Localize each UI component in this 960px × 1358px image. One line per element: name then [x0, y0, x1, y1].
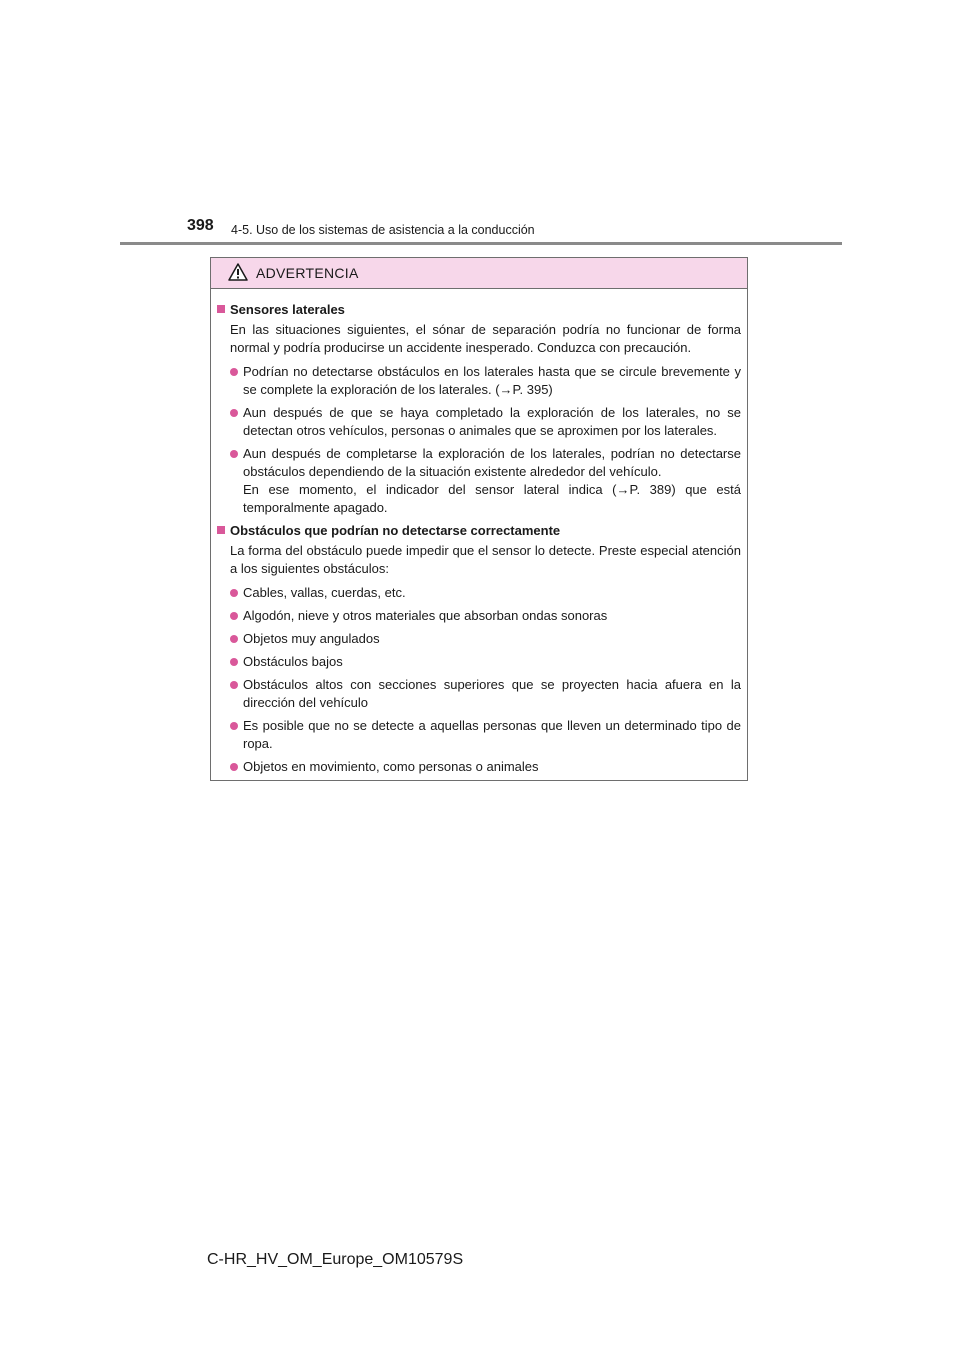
list-item-line: Objetos muy angulados: [243, 631, 380, 646]
list-item: [217, 404, 741, 440]
round-bullet-icon: [230, 635, 238, 643]
warning-body: [211, 289, 747, 776]
list-item-line: Cables, vallas, cuerdas, etc.: [243, 585, 406, 600]
section-intro: En las situaciones siguientes, el sónar de separación podría no funcionar de forma normal y podría producirse un accidente inesperado. Conduzca con precaución.: [230, 322, 741, 355]
list-item-line: Objetos en movimiento, como personas o animales: [243, 759, 539, 774]
list-item-text: [243, 717, 741, 753]
round-bullet-icon: [230, 368, 238, 376]
list-item-text: [243, 676, 741, 712]
list-item-text: [243, 445, 741, 517]
list-item: [217, 758, 741, 776]
section-heading: [217, 522, 741, 540]
list-item: [217, 363, 741, 399]
list-item-text: [243, 607, 741, 625]
list-item-line: Es posible que no se detecte a aquellas personas que lleven un determinado tipo de ropa.: [243, 718, 741, 751]
list-item-text: [243, 363, 741, 399]
square-bullet-icon: [217, 526, 225, 534]
list-item-line: En ese momento, el indicador del sensor lateral indica (→P. 389) que está temporalmente apagado.: [243, 482, 741, 515]
section-heading-text: Obstáculos que podrían no detectarse correctamente: [230, 523, 561, 538]
list-item: [217, 676, 741, 712]
list-item-line: Algodón, nieve y otros materiales que absorban ondas sonoras: [243, 608, 608, 623]
list-item: [217, 607, 741, 625]
warning-header: [211, 258, 747, 289]
round-bullet-icon: [230, 409, 238, 417]
page-number: 398: [187, 217, 214, 234]
round-bullet-icon: [230, 450, 238, 458]
list-item-line: Obstáculos bajos: [243, 654, 343, 669]
square-bullet-icon: [217, 305, 225, 313]
list-item-text: [243, 758, 741, 776]
warning-triangle-icon: [228, 263, 248, 281]
list-item: [217, 717, 741, 753]
round-bullet-icon: [230, 763, 238, 771]
list-item-line: Aun después de que se haya completado la exploración de los laterales, no se detectan otros vehículos, personas o animales que se aproximen por los laterales.: [243, 405, 741, 438]
list-item-text: [243, 584, 741, 602]
list-item-text: [243, 653, 741, 671]
list-item-line: Aun después de completarse la exploración de los laterales, podrían no detectarse obstáculos dependiendo de la situación existente alrededor del vehículo.: [243, 446, 741, 479]
document-code: C-HR_HV_OM_Europe_OM10579S: [207, 1251, 464, 1268]
warning-title: ADVERTENCIA: [256, 265, 359, 281]
list-item-line: Obstáculos altos con secciones superiores que se proyecten hacia afuera en la dirección del vehículo: [243, 677, 741, 710]
list-item: [217, 445, 741, 517]
round-bullet-icon: [230, 722, 238, 730]
list-item: [217, 630, 741, 648]
round-bullet-icon: [230, 681, 238, 689]
list-item: [217, 653, 741, 671]
list-item-text: [243, 630, 741, 648]
warning-box: [210, 257, 748, 781]
section-intro: La forma del obstáculo puede impedir que el sensor lo detecte. Preste especial atención a los siguientes obstáculos:: [230, 543, 741, 576]
section-heading-text: Sensores laterales: [230, 302, 345, 317]
header-rule: [120, 242, 842, 245]
list-item-text: [243, 404, 741, 440]
round-bullet-icon: [230, 589, 238, 597]
round-bullet-icon: [230, 612, 238, 620]
section-heading: [217, 301, 741, 319]
list-item-line: Podrían no detectarse obstáculos en los laterales hasta que se circule brevemente y se complete la exploración de los laterales. (→P. 395): [243, 364, 741, 397]
section-title: 4-5. Uso de los sistemas de asistencia a la conducción: [231, 223, 535, 237]
list-item: [217, 584, 741, 602]
round-bullet-icon: [230, 658, 238, 666]
